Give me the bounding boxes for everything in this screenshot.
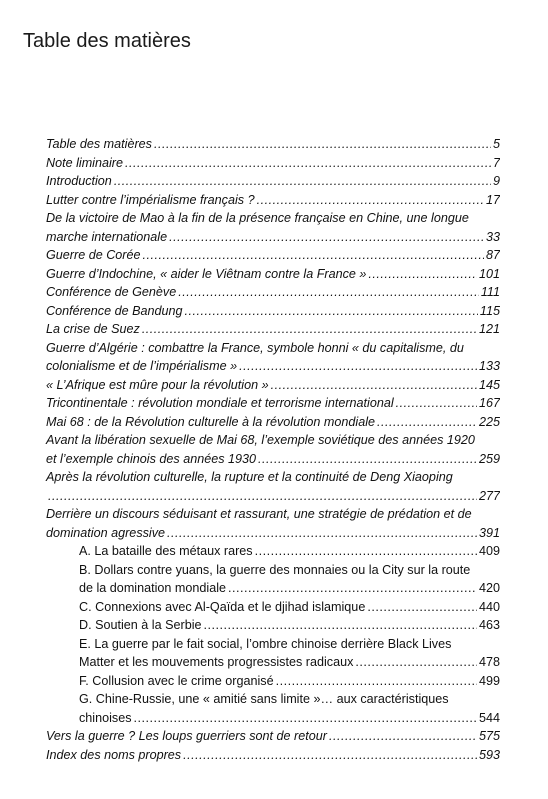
dot-leader [258,450,477,469]
toc-entry-title: Index des noms propres [46,747,182,762]
toc-entry-title: marche internationale [46,229,168,244]
toc-entry-title: Mai 68 : de la Révolution culturelle à la révolution mondiale [46,414,376,429]
toc-entry-title: Guerre de Corée [46,248,141,262]
toc-entry[interactable] [46,154,500,173]
toc-entry[interactable] [46,376,500,395]
toc-entry[interactable] [46,302,500,321]
dot-leader [154,135,491,154]
toc-page-number: 33 [485,229,500,244]
toc-entry-title: A. La bataille des métaux rares [79,544,253,558]
toc-entry-title: C. Connexions avec Al-Qaïda et le djihad islamique [79,599,366,614]
toc-entry[interactable] [46,394,500,413]
dot-leader [228,579,477,598]
toc-entry-title-line: De la victoire de Mao à la fin de la présence française en Chine, une longue [46,211,469,225]
toc-entry-title: et l’exemple chinois des années 1930 [46,451,257,466]
toc-entry-title: Table des matières [46,137,152,151]
toc-entry[interactable] [46,209,500,246]
toc-entry-title-line: B. Dollars contre yuans, la guerre des monnaies ou la City sur la route [79,562,471,577]
toc-entry-title-line: E. La guerre par le fait social, l’ombre chinoise derrière Black Lives [79,636,452,651]
toc-entry[interactable] [46,413,500,432]
dot-leader [183,746,477,765]
dot-leader [367,598,477,617]
toc-entry-title: Introduction [46,174,112,188]
dot-leader [271,376,477,395]
dot-leader [257,191,484,210]
toc-entry-title: Conférence de Bandung [46,303,183,318]
dot-leader [169,228,484,247]
toc-entry-title: de la domination mondiale [79,581,227,595]
toc-page-number: 111 [480,285,500,299]
dot-leader [48,487,477,506]
toc-entry[interactable] [79,616,500,635]
toc-page-number: 478 [478,655,500,669]
toc-entry[interactable] [79,635,500,672]
toc-entry[interactable] [46,283,500,302]
toc-page-number: 9 [492,174,500,188]
toc-entry[interactable] [46,727,500,746]
toc-page-number: 259 [478,451,500,466]
toc-entry-title: F. Collusion avec le crime organisé [79,673,274,688]
dot-leader [329,727,477,746]
toc-entry-title: Matter et les mouvements progressistes radicaux [79,655,354,669]
dot-leader [239,357,477,376]
toc-page-number: 277 [478,488,500,503]
dot-leader [178,283,479,302]
toc-entry[interactable] [79,672,500,691]
toc-page-number: 17 [485,192,500,207]
toc-entry-title: Vers la guerre ? Les loups guerriers sont de retour [46,729,327,743]
toc-page-number: 463 [478,618,500,632]
toc-page-number: 121 [478,322,500,336]
toc-entry[interactable] [79,598,500,617]
dot-leader [204,616,477,635]
toc-page-number: 225 [478,414,500,429]
dot-leader [377,413,477,432]
toc-entry-title: Guerre d’Indochine, « aider le Viêtnam contre la France » [46,266,367,281]
dot-leader [355,653,477,672]
toc-page-number: 7 [492,155,500,170]
dot-leader [134,709,477,728]
toc-page-number: 593 [478,747,500,762]
toc-entry-title-line: G. Chine-Russie, une « amitié sans limite »… aux caractéristiques [79,692,449,706]
toc-entry[interactable] [46,505,500,542]
toc-entry-title-line: Après la révolution culturelle, la rupture et la continuité de Deng Xiaoping [46,470,453,484]
toc-entry[interactable] [46,468,500,505]
toc-page-number: 409 [478,544,500,558]
toc-entry[interactable] [46,191,500,210]
toc-page-number: 101 [478,266,500,281]
toc-entry[interactable] [46,746,500,765]
toc-entry[interactable] [46,431,500,468]
toc-page-number: 544 [478,710,500,725]
toc-page-number: 115 [479,303,500,318]
toc-page-number: 575 [478,729,500,743]
toc-entry-title: colonialisme et de l’impérialisme » [46,359,238,373]
dot-leader [114,172,491,191]
toc-entry-title: La crise de Suez [46,322,140,336]
dot-leader [167,524,477,543]
toc-page-number: 420 [478,581,500,595]
toc-entry-title: « L’Afrique est mûre pour la révolution » [46,377,269,392]
toc-entry-title: Conférence de Genève [46,285,177,299]
page-heading: Table des matières [23,30,191,52]
toc-entry[interactable] [46,339,500,376]
toc-entry[interactable] [79,690,500,727]
toc-entry-title: domination agressive [46,525,166,540]
table-of-contents [46,135,500,764]
dot-leader [125,154,491,173]
toc-page-number: 391 [478,525,500,540]
dot-leader [143,246,484,265]
toc-page-number: 5 [492,137,500,151]
toc-entry-title: Tricontinentale : révolution mondiale et terrorisme international [46,396,394,410]
toc-entry[interactable] [79,561,500,598]
dot-leader [276,672,477,691]
toc-entry-title: Lutter contre l’impérialisme français ? [46,192,255,207]
toc-entry[interactable] [46,320,500,339]
toc-page-number: 499 [478,673,500,688]
toc-entry[interactable] [46,246,500,265]
toc-page-number: 87 [485,248,500,262]
toc-entry-title-line: Guerre d’Algérie : combattre la France, symbole honni « du capitalisme, du [46,340,464,355]
toc-entry-title-line: Avant la libération sexuelle de Mai 68, l’exemple soviétique des années 1920 [46,433,475,447]
toc-page-number: 167 [478,396,500,410]
dot-leader [396,394,477,413]
toc-entry-title: Note liminaire [46,155,123,170]
dot-leader [142,320,477,339]
dot-leader [255,542,477,561]
toc-entry[interactable] [46,135,500,154]
toc-entry[interactable] [79,542,500,561]
toc-page-number: 440 [478,599,500,614]
toc-page-number: 133 [478,359,500,373]
toc-page-number: 145 [478,377,500,392]
toc-entry-title: D. Soutien à la Serbie [79,618,202,632]
toc-entry[interactable] [46,172,500,191]
dot-leader [368,265,477,284]
toc-entry-title: chinoises [79,710,132,725]
toc-entry-title-line: Derrière un discours séduisant et rassurant, une stratégie de prédation et de [46,507,472,521]
toc-entry[interactable] [46,265,500,284]
dot-leader [185,302,478,321]
